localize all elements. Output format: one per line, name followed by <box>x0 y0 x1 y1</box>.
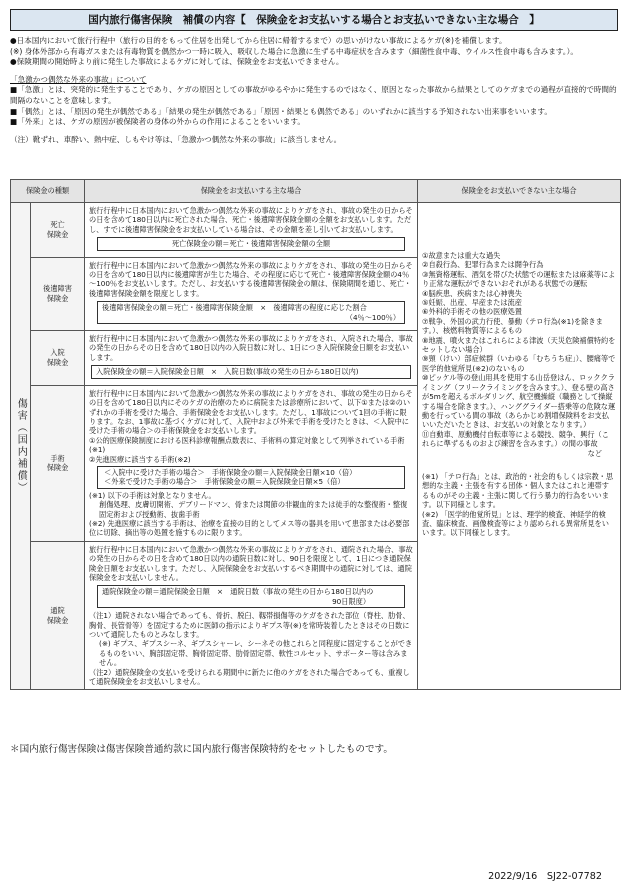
pay-after: 旅行行程中に日本国内において急激かつ偶然な外来の事故によりケガをされ、事故の発生の日からその日を含めて180日以内に後遺障害が生じた場合、その程度に応じて死亡・後遺障害保険金額の4％～100％をお支払いします。ただし、お支払いする後遺障害保険金の額は、保険期間を通じ、死亡・後遺障害保険金額を限度とします。 後遺障害保険金の額＝死亡・後遺障害保険金額 × 後遺障害の程度に応じた割合 （4％～100％） <box>85 257 418 330</box>
exclusion-item: ⑧地震、噴火またはこれらによる津波（天災危険補償特約をセットしない場合） <box>422 335 616 355</box>
intro-section <box>10 36 622 145</box>
exclusion-item: ⑪自動車、原動機付自転車等による競技、競争、興行（これらに準ずるものおよび練習を含みます。）の間の事故 <box>422 429 609 449</box>
exclusion-item: ③無資格運転、酒気を帯びた状態での運転または麻薬等により正常な運転ができないおそれがある状態での運転 <box>422 269 616 289</box>
page-title: 国内旅行傷害保険 補償の内容【 保険金をお支払いする場合とお支払いできない主な場合 】 <box>10 9 618 31</box>
pay-death: 旅行行程中に日本国内において急激かつ偶然な外来の事故によりケガをされ、事故の発生の日からその日を含めて180日以内に死亡された場合、死亡・後遺障害保険金額の全額をお支払いします。ただし、すでに後遺障害保険金をお支払いしている場合は、その金額を差し引いてお支払いします。 死亡保険金の額＝死亡・後遺障害保険金額の全額 <box>85 203 418 258</box>
coverage-table <box>10 179 621 690</box>
definition-item: ■「外来」とは、ケガの原因が被保険者の身体の外からの作用によることをいいます。 <box>10 117 305 127</box>
exclusion-item: ①故意または重大な過失 <box>422 251 501 260</box>
group-label: 傷害（国内補償） <box>11 203 31 690</box>
exclusion-item: ⑦戦争、外国の武力行使、暴動（テロ行為(※1)を除きます。）、核燃料物質等によるもの <box>422 316 603 336</box>
formula-outp: 通院保険金の額＝通院保険金日額 × 通院日数（事故の発生の日から180日以内の 90日限度） <box>97 585 405 608</box>
exclusion-tail: など <box>587 448 602 458</box>
type-hosp: 入院 保険金 <box>31 331 85 386</box>
definition-item: ■「急激」とは、突発的に発生することであり、ケガの原因としての事故がゆるやかに発生するのではなく、原因となった事故から結果としてのケガまでの過程が直接的で時間的間隔のないことを意味します。 <box>10 85 617 105</box>
formula-death: 死亡保険金の額＝死亡・後遺障害保険金額の全額 <box>97 237 405 250</box>
formula-hosp: 入院保険金の額＝入院保険金日額 × 入院日数(事故の発生の日から180日以内) <box>91 365 411 378</box>
definition-heading: 「急激かつ偶然な外来の事故」について <box>10 74 147 84</box>
exclusion-item: ⑤妊娠、出産、早産または流産 <box>422 298 522 308</box>
pay-outp: 旅行行程中に日本国内において急激かつ偶然な外来の事故によりケガをされ、通院された場合、事故の発生の日からその日を含めて180日以内の通院日数に対し、90日を限度として、1日につき通院保険金日額をお支払いします。ただし、入院保険金をお支払いするべき期間中の通院に対しては、通院保険金をお支払いしません。 通院保険金の額＝通院保険金日額 × 通院日数（事故の発生の日から180日以内の 90日限度） （注1）通院されない場合であっても、骨折、脱臼、靱帯損傷等のケガをされた部位（脊柱、肋骨、胸骨、長管骨等）を固定するために医師の指示によりギプス等(※)を常時装着したときはその日数について通院したものとみなします。 (※) ギプス、ギプスシーネ、ギプスシャーレ、シーネその他これらと同程度に固定することができるものをいい、胸部固定帯、胸骨固定帯、肋骨固定帯、軟性コルセット、サポーター等は含みません。 （注2）通院保険金の支払いを受けられる期間中に新たに他のケガをされた場合であっても、重複して通院保険金をお支払いしません。 <box>85 541 418 690</box>
formula-surg: ＜入院中に受けた手術の場合＞ 手術保険金の額＝入院保険金日額×10（倍） ＜外来で受けた手術の場合＞ 手術保険金の額＝入院保険金日額×5（倍） <box>97 466 405 489</box>
exclusion-item: ⑨頸（けい）部症候群（いわゆる「むちうち症」）、腰痛等で医学的他覚所見(※2)のないもの <box>422 354 616 373</box>
type-surg: 手術 保険金 <box>31 385 85 541</box>
header-type: 保険金の種類 <box>11 180 85 203</box>
type-after: 後遺障害 保険金 <box>31 257 85 330</box>
intro-bullet: ●日本国内において旅行行程中（旅行の目的をもって住居を出発してから住居に帰着するまで）の思いがけない事故によるケガ(※)を補償します。 <box>10 36 507 45</box>
table-row <box>11 203 621 258</box>
intro-footnote: (※) 身体外部から有毒ガスまたは有毒物質を偶然かつ一時に吸入、吸収した場合に急激に生ずる中毒症状を含みます（細菌性食中毒、ウイルス性食中毒も含みます。）。 <box>10 46 578 56</box>
header-nopay: 保険金をお支払いできない主な場合 <box>418 180 621 203</box>
pay-surg: 旅行行程中に日本国内において急激かつ偶然な外来の事故によりケガをされ、事故の発生の日からその日を含めて180日以内にそのケガの治療のために病院または診療所において、以下①または②のいずれかの手術を受けた場合、手術保険金をお支払いします。ただし、1事故について1回の手術に限ります。なお、1事故に基づくケガに対して、入院中および外来で手術を受けたときは、＜入院中に受けた手術の場合＞の手術保険金をお支払いします。 ①公的医療保険制度における医科診療報酬点数表に、手術料の算定対象として列挙されている手術(※1) ②先進医療に該当する手術(※2) ＜入院中に受けた手術の場合＞ 手術保険金の額＝入院保険金日額×10（倍） ＜外来で受けた手術の場合＞ 手術保険金の額＝入院保険金日額×5（倍） (※1) 以下の手術は対象となりません。 創傷処理、皮膚切開術、デブリードマン、骨または関節の非観血的または徒手的な整復術・整復固定術および授動術、抜歯手術 (※2) 先進医療に該当する手術は、治療を直接の目的としてメス等の器具を用いて患部または必要部位に切除、摘出等の処置を施すものに限ります。 <box>85 385 418 541</box>
footer-note: ＊国内旅行傷害保険は傷害保険普通約款に国内旅行傷害保険特約をセットしたものです。 <box>10 744 393 755</box>
type-death: 死亡 保険金 <box>31 203 85 258</box>
exclusion-footnote: (※2) 「医学的他覚所見」とは、理学的検査、神経学的検査、臨床検査、画像検査等により認められる異常所見をいいます。以下同様とします。 <box>422 509 609 538</box>
exclusion-footnote: (※1) 「テロ行為」とは、政治的・社会的もしくは宗教・思想的な主義・主張を有する団体・個人またはこれと連帯するものがその主義・主張に関して行う暴力的行為をいいます。以下同様とします。 <box>422 471 614 510</box>
pay-hosp: 旅行行程中に日本国内において急激かつ偶然な外来の事故によりケガをされ、入院された場合、事故の発生の日からその日を含めて180日以内の入院日数に対し、1日につき入院保険金日額をお支払いします。 入院保険金の額＝入院保険金日額 × 入院日数(事故の発生の日から180日以内) <box>85 331 418 386</box>
exclusion-item: ②自殺行為、犯罪行為または闘争行為 <box>422 260 544 270</box>
exclusion-item: ⑩ピッケル等の登山用具を使用する山岳登はん、ロッククライミング（フリークライミングを含みます。）、登る壁の高さが5mを超えるボルダリング、航空機操縦（職務として操縦する場合を除きます。）、ハンググライダー搭乗等の危険な運動を行っている間の事故（あらかじめ割増保険料をお支払いいただいたときは、お支払いの対象となります。） <box>422 373 616 430</box>
definition-item: ■「偶然」とは、「原因の発生が偶然である」「結果の発生が偶然である」「原因・結果とも偶然である」のいずれかに該当する予知されない出来事をいいます。 <box>10 106 552 116</box>
intro-note: （注）靴ずれ、車酔い、熱中症、しもやけ等は、「急激かつ偶然な外来の事故」に該当しません。 <box>10 134 342 144</box>
header-pay: 保険金をお支払いする主な場合 <box>85 180 418 203</box>
exclusions <box>418 203 621 690</box>
document-date-code: 2022/9/16 SJ22-07782 <box>488 871 602 882</box>
type-outp: 通院 保険金 <box>31 541 85 690</box>
intro-bullet: ●保険期間の開始時より前に発生した事故によるケガに対しては、保険金をお支払いできません。 <box>10 57 344 67</box>
exclusion-item: ④脳疾患、疾病または心神喪失 <box>422 288 522 298</box>
formula-after: 後遺障害保険金の額＝死亡・後遺障害保険金額 × 後遺障害の程度に応じた割合 （4％～100％） <box>97 301 405 324</box>
table-header-row <box>11 180 621 203</box>
exclusion-item: ⑥外科的手術その他の医療処置 <box>422 307 522 317</box>
